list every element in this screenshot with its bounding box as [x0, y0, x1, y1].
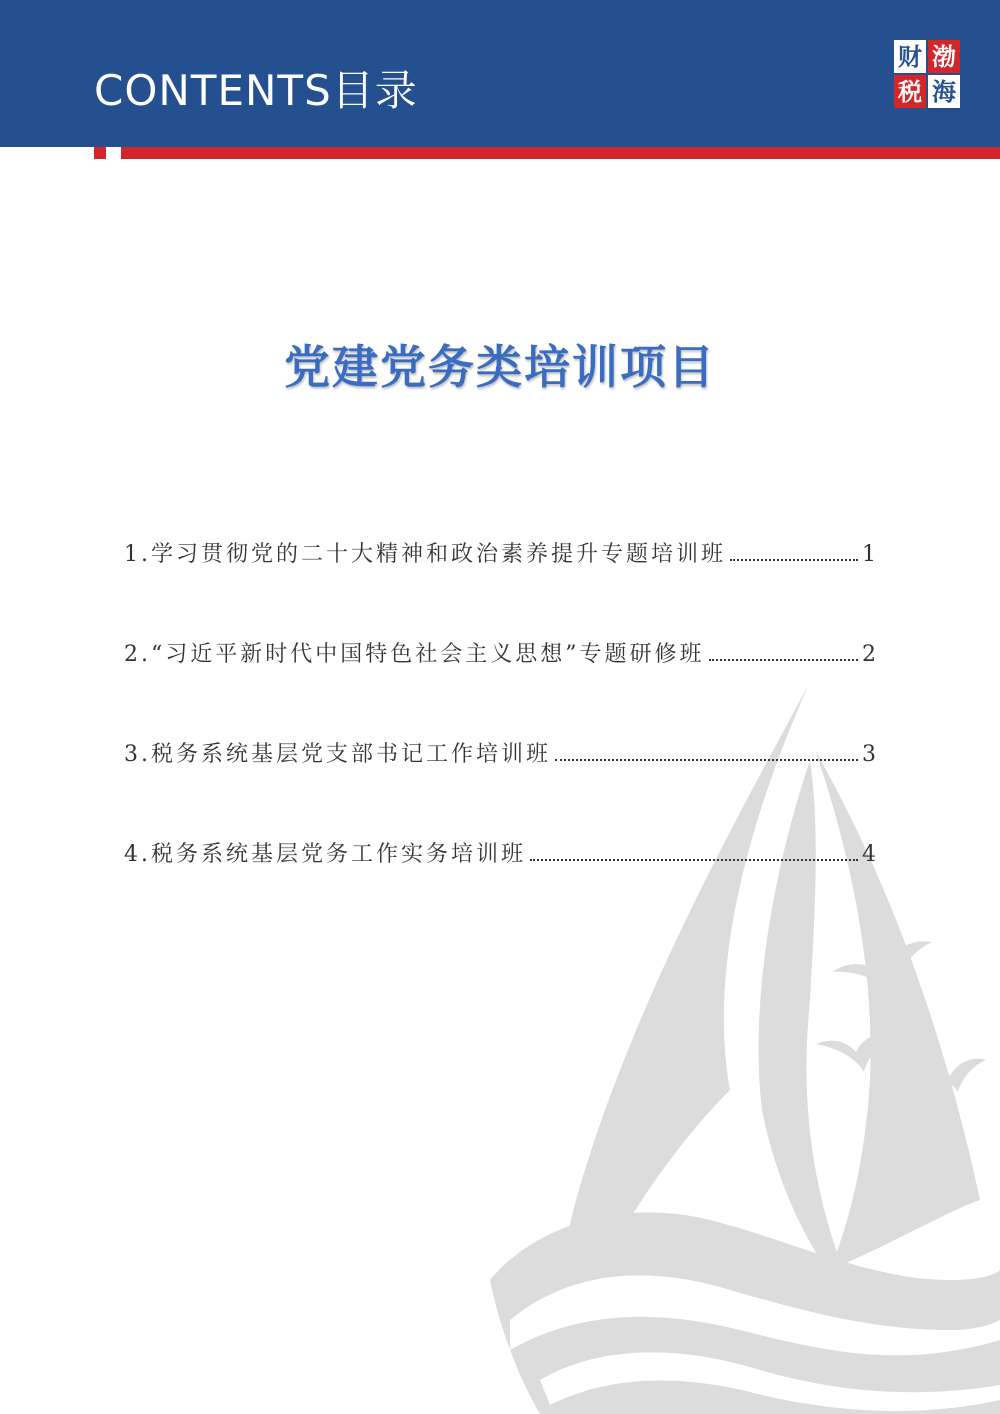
page-header-title: CONTENTS目录	[94, 66, 418, 115]
section-title: 党建党务类培训项目	[284, 340, 716, 394]
toc-leader-dots	[555, 759, 858, 761]
toc-entry-label: 2.“习近平新时代中国特色社会主义思想”专题研修班	[124, 642, 705, 667]
logo-char-hai: 海	[928, 75, 960, 108]
logo-char-cai: 财	[894, 40, 926, 73]
toc-entry-page: 1	[862, 542, 876, 567]
header-red-strip	[121, 147, 1000, 159]
toc-entry-page: 3	[862, 742, 876, 767]
toc-entry-label: 3.税务系统基层党支部书记工作培训班	[124, 742, 551, 767]
toc-entry[interactable]	[124, 637, 876, 737]
brand-logo	[894, 40, 960, 110]
header-band	[0, 0, 1000, 147]
toc-leader-dots	[709, 659, 859, 661]
toc-leader-dots	[530, 859, 858, 861]
toc-entry[interactable]	[124, 737, 876, 837]
toc-leader-dots	[730, 559, 858, 561]
toc-entry-page: 2	[862, 642, 876, 667]
table-of-contents	[124, 537, 876, 937]
toc-entry-page: 4	[862, 842, 876, 867]
header-red-block	[94, 147, 106, 159]
toc-entry-label: 4.税务系统基层党务工作实务培训班	[124, 842, 526, 867]
toc-entry[interactable]	[124, 537, 876, 637]
toc-entry-label: 1.学习贯彻党的二十大精神和政治素养提升专题培训班	[124, 542, 726, 567]
toc-entry[interactable]	[124, 837, 876, 937]
logo-char-bo: 渤	[928, 40, 960, 73]
logo-char-shui: 税	[894, 75, 926, 108]
